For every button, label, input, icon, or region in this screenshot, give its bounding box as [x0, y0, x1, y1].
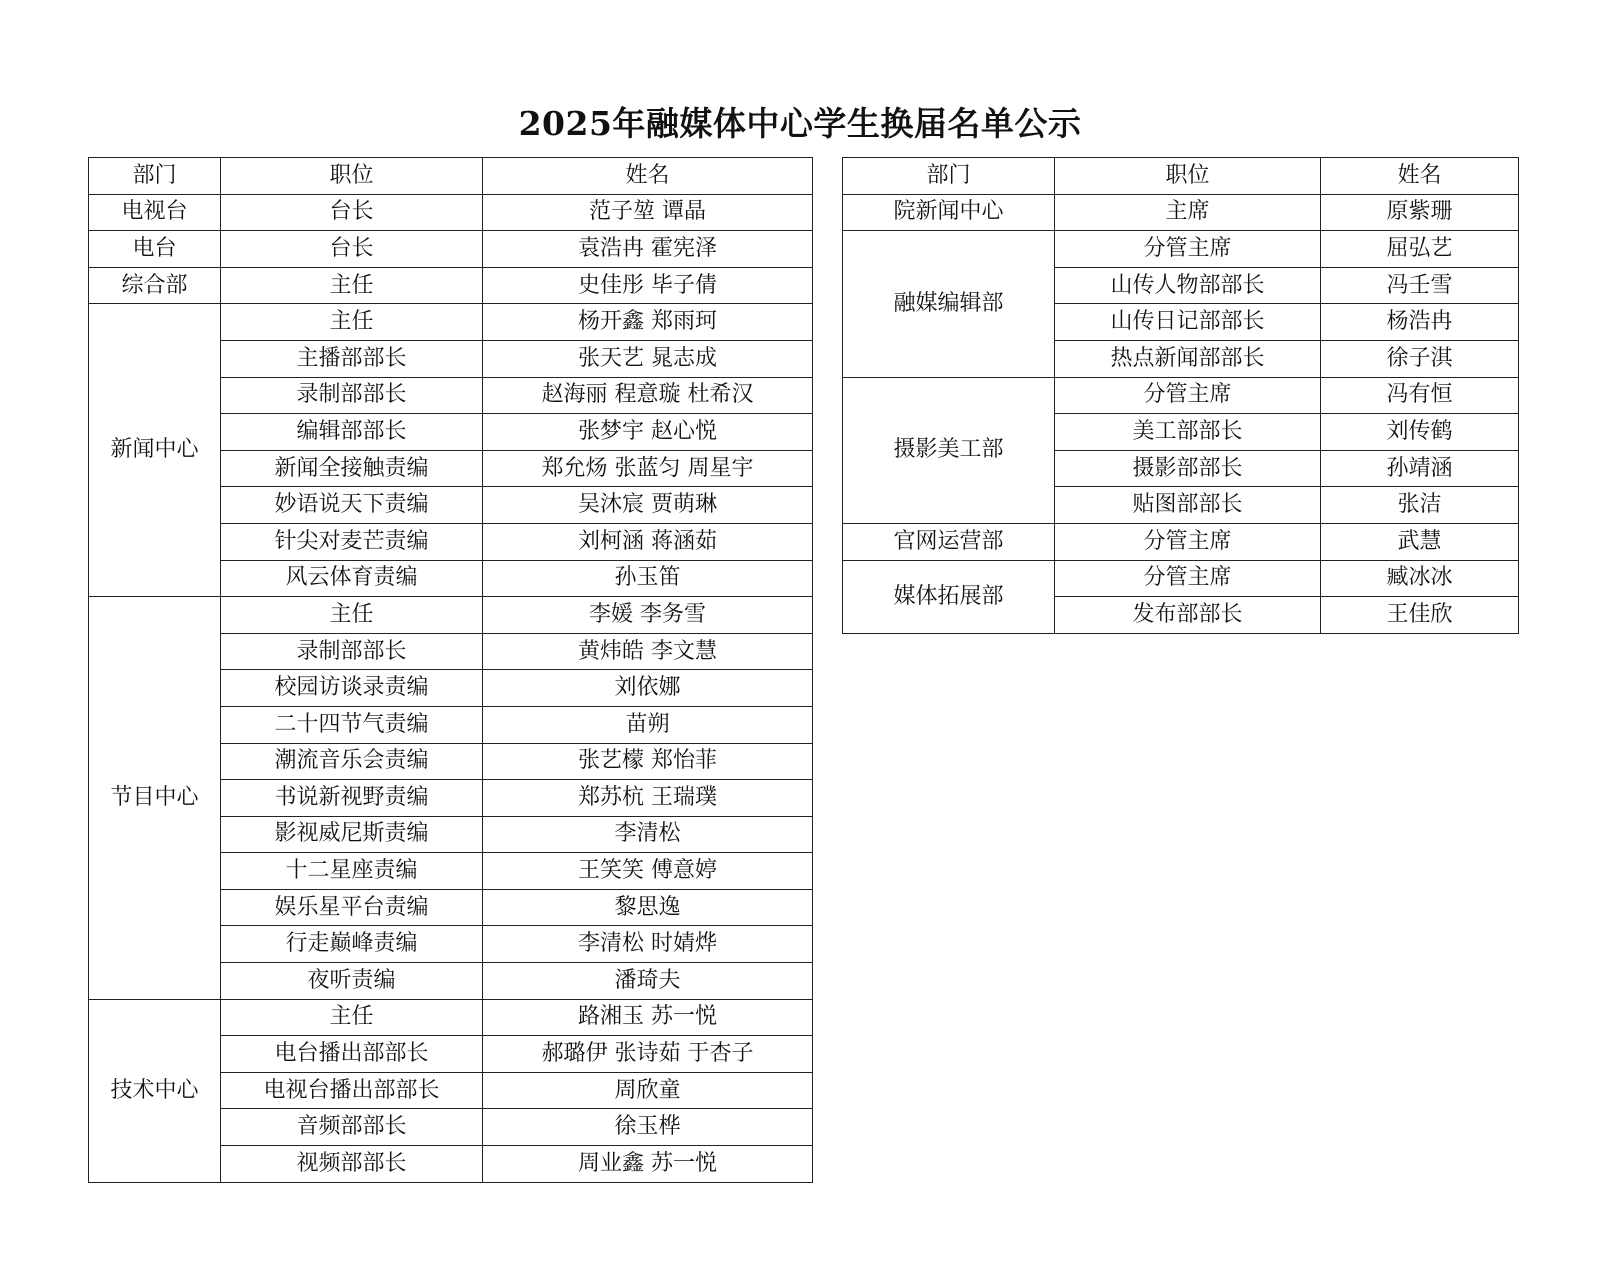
names-cell: 武慧	[1321, 523, 1519, 560]
position-cell: 编辑部部长	[221, 414, 483, 451]
names-cell: 周欣童	[483, 1072, 813, 1109]
names-cell: 杨浩冉	[1321, 304, 1519, 341]
table-row	[89, 267, 813, 304]
table-row	[89, 231, 813, 268]
department-cell: 媒体拓展部	[843, 560, 1055, 633]
position-cell: 针尖对麦芒责编	[221, 523, 483, 560]
names-cell: 张梦宇 赵心悦	[483, 414, 813, 451]
table-row	[89, 194, 813, 231]
names-cell: 孙靖涵	[1321, 450, 1519, 487]
position-cell: 录制部部长	[221, 377, 483, 414]
names-cell: 路湘玉 苏一悦	[483, 999, 813, 1036]
position-cell: 妙语说天下责编	[221, 487, 483, 524]
names-cell: 吴沐宸 贾萌琳	[483, 487, 813, 524]
position-cell: 山传人物部部长	[1055, 267, 1321, 304]
position-cell: 分管主席	[1055, 377, 1321, 414]
position-cell: 美工部部长	[1055, 414, 1321, 451]
names-cell: 袁浩冉 霍宪泽	[483, 231, 813, 268]
position-cell: 潮流音乐会责编	[221, 743, 483, 780]
position-cell: 主任	[221, 267, 483, 304]
position-cell: 台长	[221, 194, 483, 231]
names-cell: 冯壬雪	[1321, 267, 1519, 304]
table-row	[843, 194, 1519, 231]
position-cell: 贴图部部长	[1055, 487, 1321, 524]
names-cell: 张天艺 晁志成	[483, 340, 813, 377]
names-cell: 史佳彤 毕子倩	[483, 267, 813, 304]
names-cell: 潘琦夫	[483, 963, 813, 1000]
position-cell: 分管主席	[1055, 231, 1321, 268]
position-cell: 娱乐星平台责编	[221, 889, 483, 926]
names-cell: 黎思逸	[483, 889, 813, 926]
header-department: 部门	[89, 158, 221, 195]
table-row	[843, 560, 1519, 597]
names-cell: 徐子淇	[1321, 340, 1519, 377]
department-cell: 新闻中心	[89, 304, 221, 597]
names-cell: 范子堃 谭晶	[483, 194, 813, 231]
department-cell: 技术中心	[89, 999, 221, 1182]
names-cell: 杨开鑫 郑雨珂	[483, 304, 813, 341]
position-cell: 台长	[221, 231, 483, 268]
header-row	[843, 158, 1519, 195]
position-cell: 行走巅峰责编	[221, 926, 483, 963]
position-cell: 二十四节气责编	[221, 706, 483, 743]
position-cell: 主播部部长	[221, 340, 483, 377]
names-cell: 王笑笑 傅意婷	[483, 853, 813, 890]
table-row	[843, 377, 1519, 414]
names-cell: 原紫珊	[1321, 194, 1519, 231]
names-cell: 王佳欣	[1321, 597, 1519, 634]
position-cell: 新闻全接触责编	[221, 450, 483, 487]
header-names: 姓名	[483, 158, 813, 195]
names-cell: 刘柯涵 蒋涵茹	[483, 523, 813, 560]
department-cell: 融媒编辑部	[843, 231, 1055, 377]
page-title: 2025年融媒体中心学生换届名单公示	[518, 104, 1082, 143]
header-position: 职位	[1055, 158, 1321, 195]
department-cell: 院新闻中心	[843, 194, 1055, 231]
names-cell: 李媛 李务雪	[483, 597, 813, 634]
position-cell: 分管主席	[1055, 560, 1321, 597]
names-cell: 张洁	[1321, 487, 1519, 524]
names-cell: 刘依娜	[483, 670, 813, 707]
position-cell: 风云体育责编	[221, 560, 483, 597]
table-row	[843, 231, 1519, 268]
position-cell: 摄影部部长	[1055, 450, 1321, 487]
position-cell: 山传日记部部长	[1055, 304, 1321, 341]
position-cell: 校园访谈录责编	[221, 670, 483, 707]
table-row	[89, 304, 813, 341]
roster-table-right	[842, 157, 1519, 634]
position-cell: 发布部部长	[1055, 597, 1321, 634]
header-department: 部门	[843, 158, 1055, 195]
position-cell: 书说新视野责编	[221, 780, 483, 817]
header-names: 姓名	[1321, 158, 1519, 195]
position-cell: 主席	[1055, 194, 1321, 231]
names-cell: 李清松	[483, 816, 813, 853]
header-row	[89, 158, 813, 195]
position-cell: 电台播出部部长	[221, 1036, 483, 1073]
names-cell: 周业鑫 苏一悦	[483, 1146, 813, 1183]
position-cell: 主任	[221, 999, 483, 1036]
department-cell: 电台	[89, 231, 221, 268]
names-cell: 臧冰冰	[1321, 560, 1519, 597]
position-cell: 音频部部长	[221, 1109, 483, 1146]
names-cell: 苗朔	[483, 706, 813, 743]
position-cell: 夜听责编	[221, 963, 483, 1000]
department-cell: 电视台	[89, 194, 221, 231]
position-cell: 十二星座责编	[221, 853, 483, 890]
position-cell: 热点新闻部部长	[1055, 340, 1321, 377]
department-cell: 综合部	[89, 267, 221, 304]
position-cell: 影视威尼斯责编	[221, 816, 483, 853]
table-row	[89, 999, 813, 1036]
names-cell: 郑允炀 张蓝匀 周星宇	[483, 450, 813, 487]
table-row	[89, 597, 813, 634]
names-cell: 孙玉笛	[483, 560, 813, 597]
roster-table-left	[88, 157, 813, 1183]
position-cell: 主任	[221, 597, 483, 634]
position-cell: 分管主席	[1055, 523, 1321, 560]
names-cell: 徐玉桦	[483, 1109, 813, 1146]
header-position: 职位	[221, 158, 483, 195]
department-cell: 摄影美工部	[843, 377, 1055, 523]
position-cell: 视频部部长	[221, 1146, 483, 1183]
names-cell: 黄炜皓 李文慧	[483, 633, 813, 670]
position-cell: 主任	[221, 304, 483, 341]
department-cell: 官网运营部	[843, 523, 1055, 560]
names-cell: 郑苏杭 王瑞璞	[483, 780, 813, 817]
names-cell: 赵海丽 程意璇 杜希汉	[483, 377, 813, 414]
position-cell: 电视台播出部部长	[221, 1072, 483, 1109]
table-row	[843, 523, 1519, 560]
position-cell: 录制部部长	[221, 633, 483, 670]
names-cell: 屈弘艺	[1321, 231, 1519, 268]
names-cell: 张艺檬 郑怡菲	[483, 743, 813, 780]
names-cell: 刘传鹤	[1321, 414, 1519, 451]
names-cell: 李清松 时婧烨	[483, 926, 813, 963]
department-cell: 节目中心	[89, 597, 221, 1000]
names-cell: 冯有恒	[1321, 377, 1519, 414]
names-cell: 郝璐伊 张诗茹 于杏子	[483, 1036, 813, 1073]
